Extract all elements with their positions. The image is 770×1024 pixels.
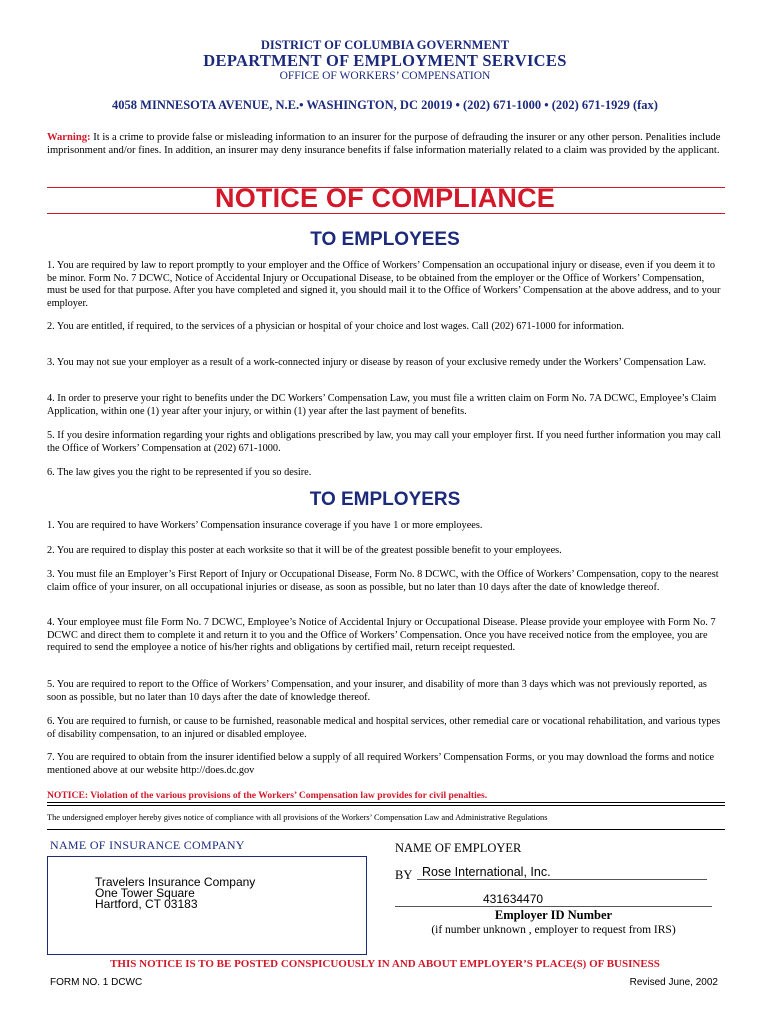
employers-heading: TO EMPLOYERS	[309, 489, 461, 510]
employer-item: 4. Your employee must file Form No. 7 DCWC, Employee’s Notice of Accidental Injury or Occupational Disease. Please provide your employee with Form No. 7 DCWC and direct them to complete it and return it to you and the Office of Workers’ Compensation. Once you have received notice from the employee, you are required to send the employee a notice of his/her rights and obligations by certified mail, return receipt requested.	[47, 617, 716, 653]
employer-name-underline	[417, 879, 707, 880]
divider	[47, 829, 725, 830]
employees-heading: TO EMPLOYEES	[310, 229, 460, 250]
insurance-address-line1: One Tower Square	[95, 886, 195, 900]
employer-item: 1. You are required to have Workers’ Compensation insurance coverage if you have 1 or more employees.	[47, 520, 483, 531]
employer-item: 3. You must file an Employer’s First Report of Injury or Occupational Disease, Form No. 8 DCWC, with the Office of Workers’ Compensation, copy to the nearest claim office of your insurer, on all occupational injuries or disease, as soon as possible, but no later than 10 days after the date of knowledge thereof.	[47, 569, 719, 593]
employer-item: 2. You are required to display this poster at each worksite so that it will be of the greatest possible benefit to your employees.	[47, 545, 562, 556]
employer-id-field[interactable]: 431634470	[483, 892, 544, 906]
by-label: BY	[395, 868, 413, 882]
warning-paragraph	[47, 131, 727, 157]
divider	[47, 802, 725, 803]
employer-id-note: (if number unknown , employer to request from IRS)	[431, 924, 676, 936]
divider	[47, 805, 725, 806]
employee-item: 1. You are required by law to report promptly to your employer and the Office of Workers’ Compensation an occupational injury or disease, even if you deem it to be minor. Form No. 7 DCWC, Notice of Accidental Injury or Occupational Disease, to be obtained from the employer or the Office of Workers’ Compensation, must be used for that purpose. After you have completed and signed it, you should mail it to the Office of Workers’ Compensation at the above address, and to your employer.	[47, 260, 721, 309]
employee-item: 2. You are entitled, if required, to the services of a physician or hospital of your choice and lost wages. Call (202) 671-1000 for information.	[47, 321, 625, 332]
form-number: FORM NO. 1 DCWC	[50, 977, 143, 988]
undersigned-statement: The undersigned employer hereby gives notice of compliance with all provisions of the Workers’ Compensation Law and Administrative Regulations	[47, 813, 548, 822]
notice-title: NOTICE OF COMPLIANCE	[215, 183, 555, 213]
department-name: DEPARTMENT OF EMPLOYMENT SERVICES	[203, 51, 567, 70]
title-rule-bottom	[47, 213, 725, 214]
employee-item: 5. If you desire information regarding your rights and obligations prescribed by law, you may call your employer first. If you need further information you may call the Office of Workers’ Compensation at (202) 671-1000.	[47, 430, 721, 454]
warning-label: Warning:	[47, 132, 91, 143]
insurance-company-label: NAME OF INSURANCE COMPANY	[50, 838, 245, 852]
office-name: OFFICE OF WORKERS’ COMPENSATION	[279, 70, 491, 82]
employer-name-label: NAME OF EMPLOYER	[395, 841, 522, 855]
employee-item: 4. In order to preserve your right to benefits under the DC Workers’ Compensation Law, you must file a written claim on Form No. 7A DCWC, Employee’s Claim Application, within one (1) year after your injury, or within (1) year after the last payment of benefits.	[47, 393, 717, 417]
employer-id-underline	[395, 906, 712, 907]
government-name: DISTRICT OF COLUMBIA GOVERNMENT	[260, 38, 510, 52]
revision-date: Revised June, 2002	[629, 977, 718, 988]
posting-notice: THIS NOTICE IS TO BE POSTED CONSPICUOUSLY IN AND ABOUT EMPLOYER’S PLACE(S) OF BUSINESS	[110, 958, 660, 970]
employee-item: 6. The law gives you the right to be represented if you so desire.	[47, 467, 312, 478]
insurance-name: Travelers Insurance Company	[95, 875, 256, 889]
employee-item: 3. You may not sue your employer as a result of a work-connected injury or disease by reason of your exclusive remedy under the Workers’ Compensation Law.	[47, 357, 706, 368]
employer-item: 7. You are required to obtain from the insurer identified below a supply of all required Workers’ Compensation Forms, or you may download the forms and notice mentioned above at our website http://does.dc.gov	[47, 752, 715, 776]
warning-text: It is a crime to provide false or misleading information to an insurer for the purpose of defrauding the insurer or any other person. Penalities include imprisonment and/or fines. In addition, an insurer may deny insurance benefits if false information materially related to a claim was provided by the applicant.	[47, 132, 721, 156]
civil-penalties-notice: NOTICE: Violation of the various provisions of the Workers’ Compensation law provides for civil penalties.	[47, 790, 488, 801]
employer-item: 6. You are required to furnish, or cause to be furnished, reasonable medical and hospital services, other remedial care or vocational rehabilitation, and various types of disability compensation, to an injured or disabled employee.	[47, 716, 721, 740]
address-line: 4058 MINNESOTA AVENUE, N.E.• WASHINGTON, DC 20019 • (202) 671-1000 • (202) 671-1929 (fax)	[112, 98, 658, 112]
employer-item: 5. You are required to report to the Office of Workers’ Compensation, and your insurer, and disability of more than 3 days which was not previously reported, as soon as possible, but no later than 10 days after the date of knowledge thereof.	[47, 679, 707, 703]
insurance-address-line2: Hartford, CT 03183	[95, 897, 198, 911]
employer-id-label: Employer ID Number	[494, 908, 613, 922]
employer-name-field[interactable]: Rose International, Inc.	[422, 865, 551, 879]
